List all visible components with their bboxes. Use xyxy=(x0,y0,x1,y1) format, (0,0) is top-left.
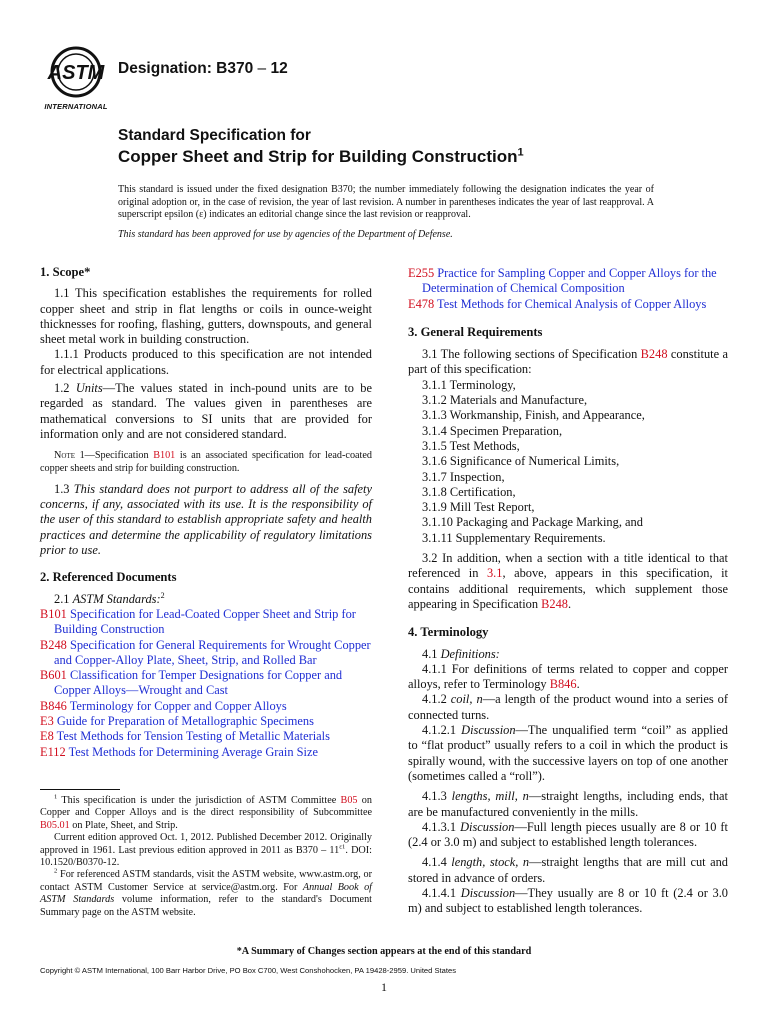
ref-code[interactable]: B846 xyxy=(40,698,67,713)
para-text: 4.1.1 For definitions of terms related to copper and copper alloys, refer to Terminology xyxy=(408,661,728,692)
para-num: 4.1.2.1 xyxy=(422,723,462,738)
para-num: 4.1.3 xyxy=(422,789,452,804)
para-1-3 xyxy=(40,482,372,558)
para-4-1-1 xyxy=(408,662,728,693)
astm-logo xyxy=(42,46,110,111)
section-heading-scope: 1. Scope* xyxy=(40,265,91,279)
para-4-1-3-1 xyxy=(408,820,728,851)
ref-title[interactable]: Terminology for Copper and Copper Alloys xyxy=(69,698,287,713)
footnote-num: 2 xyxy=(54,868,58,876)
ref-item xyxy=(40,668,372,699)
epsilon-mark: ε1 xyxy=(339,843,346,851)
list-item: 3.1.8 Certification, xyxy=(422,484,516,499)
footnote-2 xyxy=(40,869,372,919)
para-1-2 xyxy=(40,381,372,442)
list-item: 3.1.7 Inspection, xyxy=(422,469,505,484)
ref-title[interactable]: Guide for Preparation of Metallographic Specimens xyxy=(56,714,314,729)
para-text: constitute a part of this specification: xyxy=(408,347,728,377)
svg-text:ASTM: ASTM xyxy=(47,62,105,84)
para-num: 1.2 xyxy=(54,381,76,396)
para-term: lengths, mill, n xyxy=(451,789,529,804)
para-safety: This standard does not purport to address all of the safety concerns, if any, associated with its use. It is the responsibility of the user of this standard to establish appropriate safety and health practices and determine the applicability of regulatory limitations prior to use. xyxy=(40,481,372,558)
intro-paragraph: This standard is issued under the fixed designation B370; the number immediately following the designation indicates the year of original adoption or, in the case of revision, the year of last revision. A number in parentheses indicates the year of last reapproval. A superscript epsilon (ε) indicates an editorial change since the last revision or reapproval. xyxy=(118,184,654,221)
footnotes xyxy=(40,795,372,919)
right-column xyxy=(408,266,728,917)
ref-link-b05[interactable]: B05 xyxy=(340,795,358,806)
para-body: —The values stated in inch-pound units are to be regarded as standard. The values given in parentheses are mathematical conversions to SI units that are provided for information only and are not considered standard. xyxy=(40,381,373,441)
para-num: 1.3 xyxy=(54,481,74,496)
ref-title[interactable]: Specification for General Requirements for Wrought Copper and Copper-Alloy Plate, Sheet, Strip, and Rolled Bar xyxy=(54,637,371,667)
page-number: 1 xyxy=(381,980,387,994)
ref-link-b248[interactable]: B248 xyxy=(640,347,668,362)
para-3-1 xyxy=(408,347,728,378)
title-line2 xyxy=(118,147,524,167)
ref-item xyxy=(40,638,372,669)
para-1-1: 1.1 This specification establishes the requirements for rolled copper sheet and strip in flat lengths or coils in ounce-weight thicknesses for roofing, flashing, gutters, downspouts, and general sheet metal work in building construction. xyxy=(40,286,372,347)
footnote-mark: 2 xyxy=(160,590,165,600)
ref-title[interactable]: Test Methods for Determining Average Grain Size xyxy=(68,744,318,759)
list-item: 3.1.10 Packaging and Package Marking, and xyxy=(422,515,643,530)
ref-item xyxy=(40,729,372,744)
para-4-1-2 xyxy=(408,692,728,723)
para-text: 3.1 The following sections of Specification xyxy=(422,347,641,362)
ref-link-b101[interactable]: B101 xyxy=(153,450,176,462)
para-term: Discussion xyxy=(461,723,516,738)
ref-code[interactable]: E8 xyxy=(40,729,54,744)
list-item: 3.1.1 Terminology, xyxy=(422,377,516,392)
list-item: 3.1.4 Specimen Preparation, xyxy=(422,423,563,438)
footnote-text: Current edition approved Oct. 1, 2012. Published December 2012. Originally approved in 1961. Last previous edition approved in 2011 as B370 – 11 xyxy=(40,832,372,856)
designation-label: Designation: B370 xyxy=(118,60,254,77)
ref-title[interactable]: Test Methods for Tension Testing of Metallic Materials xyxy=(56,729,330,744)
ref-item xyxy=(40,607,372,638)
footnote-1-edition xyxy=(40,832,372,869)
para-term: Definitions: xyxy=(440,646,500,661)
designation-year: 12 xyxy=(270,60,288,77)
left-column xyxy=(40,265,372,760)
footnote-text: volume information, refer to the standard's Document Summary page on the ASTM website. xyxy=(40,894,372,918)
footnote-rule xyxy=(40,789,120,790)
para-term: coil, n xyxy=(450,692,483,707)
para-4-1-3 xyxy=(408,789,728,820)
ref-item xyxy=(408,266,728,297)
para-4-1-2-1 xyxy=(408,723,728,784)
para-4-1-4 xyxy=(408,855,728,886)
astm-standards-list xyxy=(40,607,372,760)
summary-note: *A Summary of Changes section appears at the end of this standard xyxy=(236,946,532,957)
ref-item xyxy=(40,745,372,760)
para-term: ASTM Standards: xyxy=(72,591,161,606)
para-term: Discussion xyxy=(460,885,516,900)
para-num: 4.1.2 xyxy=(422,692,451,707)
para-text: . xyxy=(568,596,572,611)
para-num: 4.1.3.1 xyxy=(422,819,461,834)
note-text-b: is an associated specification for lead-coated copper sheets and strip for building construction. xyxy=(40,450,372,475)
para-1-1-1: 1.1.1 Products produced to this specification are not intended for electrical applications. xyxy=(40,347,372,377)
title-text: Copper Sheet and Strip for Building Construction xyxy=(118,147,518,166)
section-heading-refdocs: 2. Referenced Documents xyxy=(40,570,177,585)
ref-code[interactable]: B101 xyxy=(40,606,67,621)
para-body: —Full length pieces usually are 8 or 10 ft (2.4 or 3.0 m) and subject to established length tolerances. xyxy=(408,819,729,850)
ref-item xyxy=(40,699,372,714)
para-4-1 xyxy=(408,647,728,662)
copyright: Copyright © ASTM International, 100 Barr Harbor Drive, PO Box C700, West Conshohocken, PA 19428-2959. United States xyxy=(40,966,457,975)
para-body: —straight lengths that are mill cut and stored in advance of orders. xyxy=(408,855,728,885)
para-term: length, stock, n xyxy=(451,855,530,870)
section-heading-terminology: 4. Terminology xyxy=(408,625,489,640)
para-3-2 xyxy=(408,551,728,612)
section-list xyxy=(408,378,728,546)
ref-code[interactable]: E3 xyxy=(40,714,54,729)
ref-title[interactable]: Specification for Lead-Coated Copper Sheet and Strip for Building Construction xyxy=(54,606,356,637)
footnote-num: 1 xyxy=(54,793,58,801)
ref-link-b846[interactable]: B846 xyxy=(549,677,577,692)
para-term: Units xyxy=(75,381,103,396)
ref-code[interactable]: E112 xyxy=(40,744,66,759)
note-text-a: 1—Specification xyxy=(74,450,154,462)
para-body: —straight lengths, including ends, that are be manufactured conveniently in the mills. xyxy=(408,789,729,819)
para-2-1 xyxy=(40,592,372,607)
ref-link-b05-01[interactable]: B05.01 xyxy=(40,819,70,831)
title-footnote-mark: 1 xyxy=(517,146,524,159)
para-num: 4.1 xyxy=(422,646,441,661)
ref-title[interactable]: Test Methods for Chemical Analysis of Copper Alloys xyxy=(437,296,707,311)
footnote-text: on Plate, Sheet, and Strip. xyxy=(69,819,178,831)
footnote-text: on Copper and Copper Alloys and is the direct responsibility of Subcommittee xyxy=(40,795,372,819)
footnote-text: This specification is under the jurisdiction of ASTM Committee xyxy=(57,795,341,806)
para-body: —They usually are 8 or 10 ft (2.4 or 3.0 m) and subject to established length tolerances. xyxy=(408,885,729,916)
ref-title[interactable]: Practice for Sampling Copper and Copper Alloys for the Determination of Chemical Composition xyxy=(422,266,717,296)
footnote-text: . DOI: 10.1520/B0370-12. xyxy=(40,844,372,869)
ref-code[interactable]: E478 xyxy=(408,296,435,311)
designation xyxy=(118,60,288,78)
footnote-1 xyxy=(40,795,372,832)
ref-code[interactable]: B601 xyxy=(40,668,67,683)
title-line1: Standard Specification for xyxy=(118,127,311,144)
list-item: 3.1.2 Materials and Manufacture, xyxy=(422,393,588,408)
section-heading-general: 3. General Requirements xyxy=(408,324,543,339)
para-text: , above, appears in this specification, it contains additional requirements, which supplement those appearing in Specification xyxy=(408,566,729,611)
ref-code[interactable]: B248 xyxy=(40,637,67,652)
note-label: Note xyxy=(54,450,75,462)
para-body: —The unqualified term “coil” as applied to “flat product” usually refers to a coil in which the product is spirally wound, with the successive layers on top of one another (sometimes called a “roll”). xyxy=(408,723,728,783)
footnote-italic: Annual Book of ASTM Standards xyxy=(40,881,372,906)
ref-item xyxy=(408,297,728,312)
ref-link-b248[interactable]: B248 xyxy=(541,596,569,611)
list-item: 3.1.3 Workmanship, Finish, and Appearance, xyxy=(422,408,645,423)
dod-approval: This standard has been approved for use by agencies of the Department of Defense. xyxy=(118,228,453,240)
intro xyxy=(118,184,654,241)
ref-link-3-1[interactable]: 3.1 xyxy=(486,566,503,581)
list-item: 3.1.11 Supplementary Requirements. xyxy=(422,530,606,545)
para-num: 4.1.4.1 xyxy=(422,885,461,900)
designation-dash: – xyxy=(253,60,271,77)
astm-standards-list-cont xyxy=(408,266,728,312)
list-item: 3.1.5 Test Methods, xyxy=(422,438,520,453)
ref-code[interactable]: E255 xyxy=(408,266,435,280)
footnote-text: For referenced ASTM standards, visit the ASTM website, www.astm.org, or contact ASTM Customer Service at service@astm.org. For xyxy=(40,869,372,893)
para-text: 3.2 In addition, when a section with a title identical to that referenced in xyxy=(408,551,728,581)
list-item: 3.1.6 Significance of Numerical Limits, xyxy=(422,454,620,469)
para-text: . xyxy=(576,677,580,692)
logo-text: INTERNATIONAL xyxy=(44,102,108,111)
ref-item xyxy=(40,714,372,729)
astm-logo-icon xyxy=(42,46,110,98)
para-4-1-4-1 xyxy=(408,886,728,917)
para-num: 2.1 xyxy=(54,591,73,606)
para-num: 4.1.4 xyxy=(422,855,452,870)
para-term: Discussion xyxy=(460,819,515,834)
para-body: —a length of the product wound into a series of connected turns. xyxy=(408,692,728,722)
list-item: 3.1.9 Mill Test Report, xyxy=(422,500,535,515)
note-1 xyxy=(40,450,372,476)
ref-title[interactable]: Classification for Temper Designations for Copper and Copper Alloys—Wrought and Cast xyxy=(54,668,343,698)
